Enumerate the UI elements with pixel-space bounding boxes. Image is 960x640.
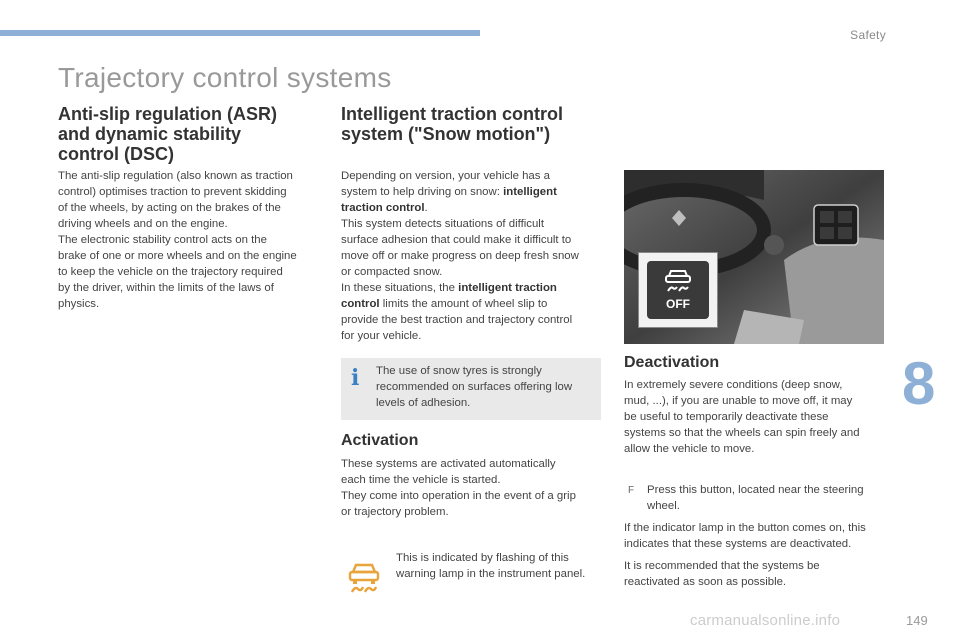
off-label: OFF bbox=[666, 297, 690, 311]
info-box bbox=[341, 358, 601, 420]
snow-paragraph: Depending on version, your vehicle has a system to help driving on snow: intelligent traction control. This system detects situations of difficult surface adhesion that could make it difficult to move off or make progress on deep fresh snow or compacted snow. In these situations, the intelligent traction control limits the amount of wheel slip to provide the best traction and trajectory control for your vehicle. bbox=[341, 170, 579, 342]
asr-paragraph: The anti-slip regulation (also known as traction control) optimises traction to prevent skidding of the wheels, by acting on the brakes of the driving wheels and on the engine. The electronic stability control acts on the brake of one or more wheels and on the engine to keep the vehicle on the trajectory required by the driver, within the limits of the laws of physics. bbox=[58, 170, 297, 310]
activation-heading: Activation bbox=[341, 432, 419, 449]
deactivation-lamp-text: If the indicator lamp in the button comes on, this indicates that these systems are deactivated. bbox=[624, 522, 866, 550]
deactivation-press-text: Press this button, located near the steering wheel. bbox=[647, 484, 864, 512]
skid-warning-lamp-icon bbox=[346, 560, 382, 594]
deactivation-text: In extremely severe conditions (deep snow, mud, ...), if you are unable to move off, it may be useful to temporarily deactivate these systems so that the wheels can spin freely and allow the vehicle to move. bbox=[624, 379, 860, 455]
activation-text: These systems are activated automatically each time the vehicle is started. They come into operation in the event of a grip or trajectory problem. bbox=[341, 458, 576, 518]
activation-lamp-text: This is indicated by flashing of this warning lamp in the instrument panel. bbox=[396, 552, 586, 580]
asr-heading-line2: and dynamic stability bbox=[58, 124, 242, 144]
skid-off-icon bbox=[663, 267, 693, 293]
header-accent-bar bbox=[0, 30, 480, 36]
snow-heading-line2: system ("Snow motion") bbox=[341, 124, 551, 144]
page-title: Trajectory control systems bbox=[58, 62, 392, 93]
reactivation-text: It is recommended that the systems be reactivated as soon as possible. bbox=[624, 560, 820, 588]
asr-heading-line1: Anti-slip regulation (ASR) bbox=[58, 104, 277, 124]
asr-heading-line3: control (DSC) bbox=[58, 144, 174, 164]
esp-off-button bbox=[647, 261, 709, 319]
bullet-icon: F bbox=[628, 485, 635, 496]
button-inset bbox=[638, 252, 718, 328]
page-number: 149 bbox=[906, 613, 928, 628]
info-icon: i bbox=[351, 365, 360, 391]
dashboard-photo bbox=[624, 170, 884, 344]
section-name: Safety bbox=[850, 28, 886, 42]
info-text: The use of snow tyres is strongly recommended on surfaces offering low levels of adhesion. bbox=[376, 365, 573, 409]
snow-heading-line1: Intelligent traction control bbox=[341, 104, 564, 124]
watermark: carmanualsonline.info bbox=[690, 612, 841, 629]
deactivation-heading: Deactivation bbox=[624, 354, 720, 371]
chapter-number: 8 bbox=[902, 350, 936, 417]
